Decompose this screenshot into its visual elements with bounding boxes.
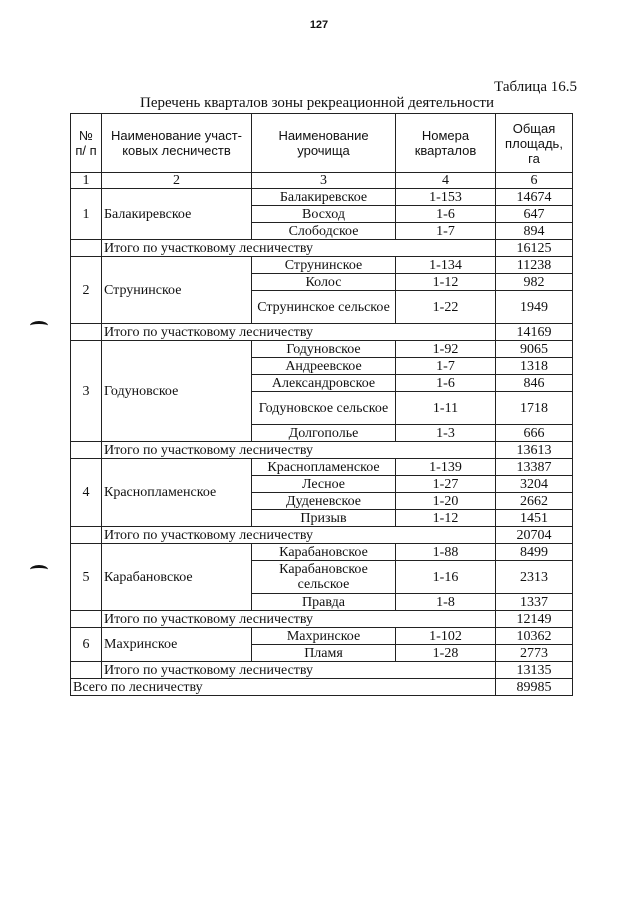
quarter-numbers: 1-92	[396, 341, 496, 358]
tract-name: Струнинское сельское	[252, 291, 396, 324]
area-value: 8499	[496, 544, 573, 561]
tract-name: Андреевское	[252, 358, 396, 375]
quarter-numbers: 1-3	[396, 425, 496, 442]
quarter-numbers: 1-7	[396, 358, 496, 375]
subtotal-spacer	[71, 442, 102, 459]
tract-name: Балакиревское	[252, 189, 396, 206]
quarter-numbers: 1-153	[396, 189, 496, 206]
table-row	[71, 459, 573, 476]
total-row	[71, 679, 573, 696]
subtotal-value: 16125	[496, 240, 573, 257]
tract-name: Лесное	[252, 476, 396, 493]
header-tract: Наименование урочища	[252, 114, 396, 173]
area-value: 2662	[496, 493, 573, 510]
col-number: 6	[496, 173, 573, 189]
group-number: 2	[71, 257, 102, 324]
subtotal-value: 13613	[496, 442, 573, 459]
forestry-name: Балакиревское	[102, 189, 252, 240]
quarter-numbers: 1-7	[396, 223, 496, 240]
tract-name: Краснопламенское	[252, 459, 396, 476]
subtotal-value: 14169	[496, 324, 573, 341]
forestry-name: Струнинское	[102, 257, 252, 324]
subtotal-spacer	[71, 611, 102, 628]
group-number: 3	[71, 341, 102, 442]
subtotal-label: Итого по участковому лесничеству	[102, 662, 496, 679]
subtotal-spacer	[71, 662, 102, 679]
tract-name: Правда	[252, 594, 396, 611]
subtotal-row	[71, 240, 573, 257]
page-number: 127	[309, 19, 329, 31]
area-value: 14674	[496, 189, 573, 206]
subtotal-row	[71, 611, 573, 628]
tract-name: Долгополье	[252, 425, 396, 442]
subtotal-label: Итого по участковому лесничеству	[102, 442, 496, 459]
header-num: № п/ п	[71, 114, 102, 173]
subtotal-label: Итого по участковому лесничеству	[102, 324, 496, 341]
tract-name: Годуновское сельское	[252, 392, 396, 425]
table-row	[71, 628, 573, 645]
tract-name: Слободское	[252, 223, 396, 240]
subtotal-row	[71, 527, 573, 544]
subtotal-spacer	[71, 527, 102, 544]
quarter-numbers: 1-6	[396, 206, 496, 223]
area-value: 9065	[496, 341, 573, 358]
tract-name: Дуденевское	[252, 493, 396, 510]
quarter-numbers: 1-12	[396, 274, 496, 291]
quarter-numbers: 1-27	[396, 476, 496, 493]
subtotal-value: 20704	[496, 527, 573, 544]
area-value: 1949	[496, 291, 573, 324]
quarter-numbers: 1-20	[396, 493, 496, 510]
subtotal-label: Итого по участковому лесничеству	[102, 611, 496, 628]
col-number: 1	[71, 173, 102, 189]
area-value: 1337	[496, 594, 573, 611]
subtotal-label: Итого по участковому лесничеству	[102, 527, 496, 544]
header-area: Общая площадь, га	[496, 114, 573, 173]
header-forestry: Наименование участ-ковых лесничеств	[102, 114, 252, 173]
tract-name: Струнинское	[252, 257, 396, 274]
tract-name: Призыв	[252, 510, 396, 527]
table-row	[71, 341, 573, 358]
table-row	[71, 544, 573, 561]
quarter-numbers: 1-8	[396, 594, 496, 611]
quarter-numbers: 1-12	[396, 510, 496, 527]
tract-name: Карабановское сельское	[252, 561, 396, 594]
table-row	[71, 257, 573, 274]
tract-name: Колос	[252, 274, 396, 291]
table-body	[71, 189, 573, 696]
tract-name: Александровское	[252, 375, 396, 392]
subtotal-row	[71, 442, 573, 459]
area-value: 1318	[496, 358, 573, 375]
group-number: 1	[71, 189, 102, 240]
quarter-numbers: 1-28	[396, 645, 496, 662]
forestry-name: Годуновское	[102, 341, 252, 442]
area-value: 11238	[496, 257, 573, 274]
tract-name: Восход	[252, 206, 396, 223]
margin-mark	[30, 321, 48, 330]
area-value: 846	[496, 375, 573, 392]
tract-name: Махринское	[252, 628, 396, 645]
forestry-name: Краснопламенское	[102, 459, 252, 527]
area-value: 2313	[496, 561, 573, 594]
table-row	[71, 189, 573, 206]
header-quarters: Номера кварталов	[396, 114, 496, 173]
quarter-numbers: 1-88	[396, 544, 496, 561]
quarter-numbers: 1-11	[396, 392, 496, 425]
tract-name: Пламя	[252, 645, 396, 662]
tract-name: Карабановское	[252, 544, 396, 561]
col-number: 4	[396, 173, 496, 189]
margin-mark	[30, 565, 48, 574]
quarter-numbers: 1-22	[396, 291, 496, 324]
quarters-table	[70, 113, 573, 696]
area-value: 3204	[496, 476, 573, 493]
col-number: 2	[102, 173, 252, 189]
quarter-numbers: 1-16	[396, 561, 496, 594]
total-value: 89985	[496, 679, 573, 696]
quarter-numbers: 1-102	[396, 628, 496, 645]
group-number: 6	[71, 628, 102, 662]
quarter-numbers: 1-134	[396, 257, 496, 274]
total-label: Всего по лесничеству	[71, 679, 496, 696]
area-value: 647	[496, 206, 573, 223]
table-title: Перечень кварталов зоны рекреационной деятельности	[140, 95, 494, 111]
subtotal-value: 12149	[496, 611, 573, 628]
subtotal-spacer	[71, 324, 102, 341]
area-value: 10362	[496, 628, 573, 645]
subtotal-row	[71, 662, 573, 679]
group-number: 4	[71, 459, 102, 527]
subtotal-label: Итого по участковому лесничеству	[102, 240, 496, 257]
subtotal-row	[71, 324, 573, 341]
table-label: Таблица 16.5	[494, 79, 577, 95]
area-value: 982	[496, 274, 573, 291]
subtotal-value: 13135	[496, 662, 573, 679]
quarter-numbers: 1-139	[396, 459, 496, 476]
area-value: 2773	[496, 645, 573, 662]
forestry-name: Махринское	[102, 628, 252, 662]
forestry-name: Карабановское	[102, 544, 252, 611]
area-value: 1718	[496, 392, 573, 425]
area-value: 13387	[496, 459, 573, 476]
subtotal-spacer	[71, 240, 102, 257]
col-number: 3	[252, 173, 396, 189]
group-number: 5	[71, 544, 102, 611]
area-value: 666	[496, 425, 573, 442]
area-value: 894	[496, 223, 573, 240]
tract-name: Годуновское	[252, 341, 396, 358]
area-value: 1451	[496, 510, 573, 527]
quarter-numbers: 1-6	[396, 375, 496, 392]
